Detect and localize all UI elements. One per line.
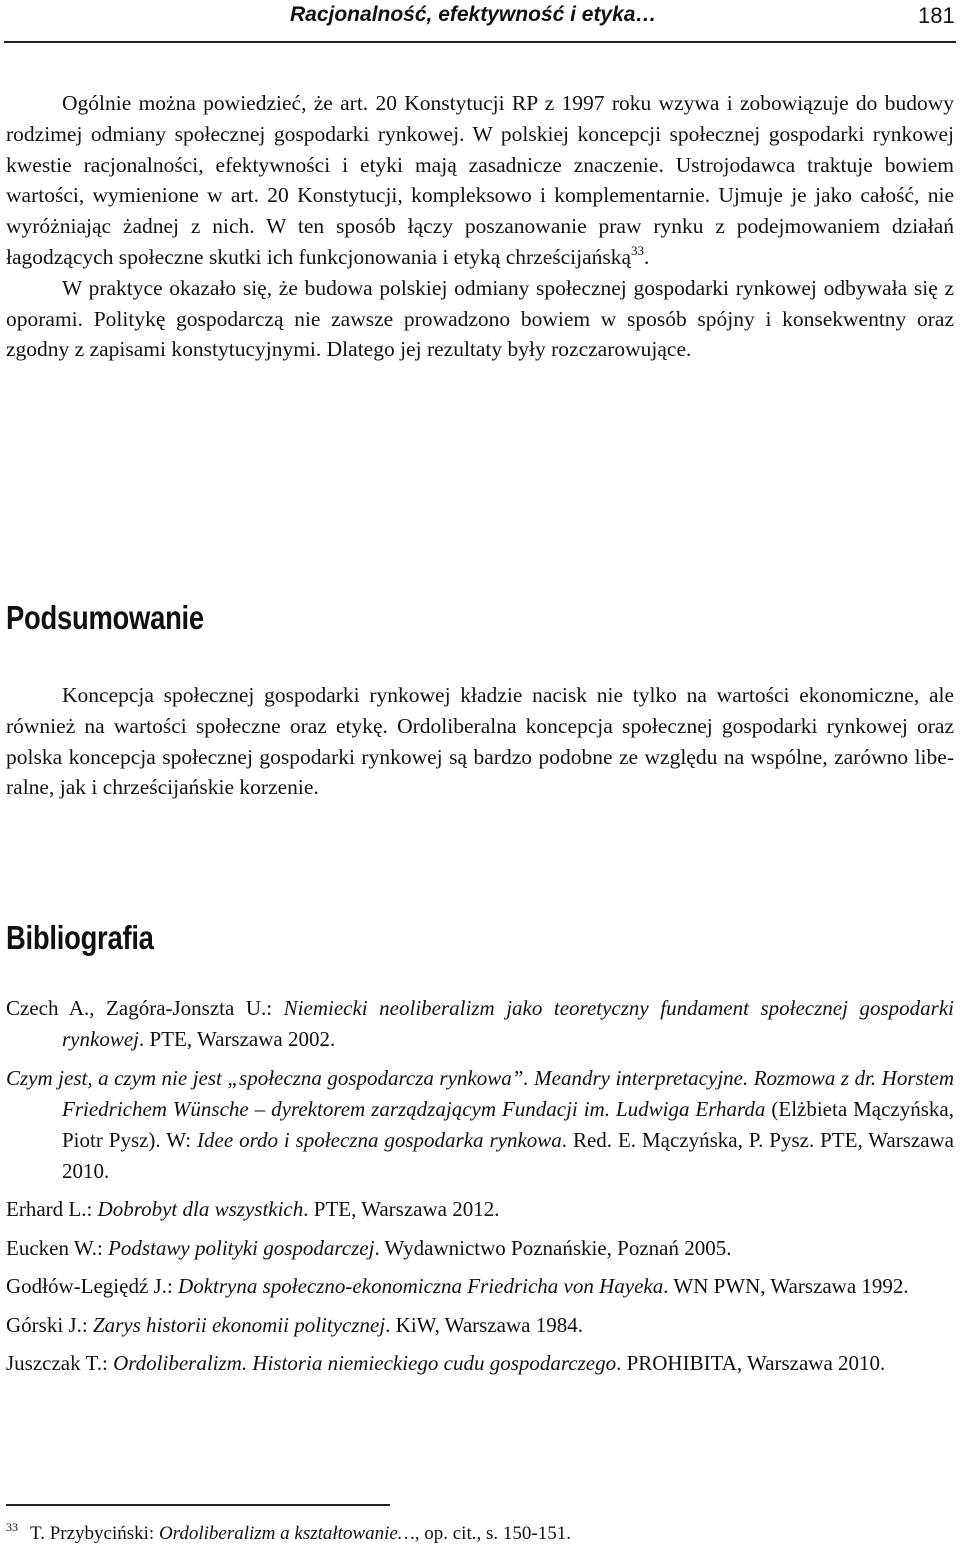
bibliography-list [6,993,954,1387]
bibliography-entry [6,993,954,1055]
bibliography-entry-rest: . PROHIBITA, Warszawa 2010. [616,1351,886,1375]
bibliography-entry-authors: Czech A., Zagóra-Jonszta U.: [6,996,284,1020]
body-text [6,88,954,365]
bibliography-entry-title: Czym jest, a czym nie jest „społeczna gospodarcza rynkowa”. Meandry interpretacyjne. Rozmowa z dr. Horstem Friedrichem Wünsche – dyrektorem zarządzającym Fundacji im. Ludwiga Erharda [6,1065,954,1121]
bibliography-entry-authors: Górski J.: [6,1312,93,1337]
bibliography-entry-title: Doktryna społeczno-ekonomiczna Friedricha von Hayeka [178,1274,664,1298]
bibliography-entry-rest: . Wydawnictwo Poznańskie, Poznań 2005. [374,1235,732,1260]
bibliography-entry [6,1063,954,1187]
footnote [6,1521,571,1547]
bibliography-entry-title: Dobrobyt dla wszystkich [97,1197,304,1221]
bibliography-entry [6,1194,954,1225]
bibliography-entry-title: Niemiecki neoliberalizm jako teoretyczny fundament społecznej gospodarki rynkowej [62,996,954,1051]
footnote-number: 33 [6,1520,18,1534]
body-paragraph-1-end: . [644,244,650,269]
running-title: Racjonalność, efektywność i etyka… [290,3,657,26]
footnote-rest: , op. cit., s. 150-151. [414,1523,571,1544]
summary-paragraph: Koncepcja społecznej gospodarki rynkowej kładzie nacisk nie tylko na wartości ekonomiczne, ale również na wartości społeczne oraz etykę. Ordoliberalna koncepcja społecznej gospodarki rynkowej oraz polska koncepcja społecznej gospodarki rynkowej są bardzo podobne ze względu na wspólne, zarówno liberalne, jak i chrześcijańskie korzenie. [6,683,954,800]
bibliography-entry-title: Zarys historii ekonomii politycznej [92,1312,386,1337]
bibliography-entry-title2: Idee ordo i społeczna gospodarka rynkowa [197,1127,562,1152]
bibliography-entry-authors: Eucken W.: [6,1235,109,1260]
page-number: 181 [918,3,955,28]
header-rule [4,41,956,43]
bibliography-entry-title: Podstawy polityki gospodarczej [108,1235,375,1260]
footnote-rule [6,1504,390,1506]
bibliography-entry-rest2: . Red. E. Mączyńska, P. Pysz. PTE, Warszawa 2010. [62,1127,955,1183]
bibliography-entry-authors: Erhard L.: [6,1197,98,1221]
page-header [0,0,960,46]
bibliography-entry-authors: Juszczak T.: [6,1351,114,1375]
bibliography-entry-rest: . PTE, Warszawa 2002. [138,1027,336,1051]
footnote-authors: T. Przybyciński: [30,1523,159,1544]
bibliography-entry-rest: . WN PWN, Warszawa 1992. [663,1274,909,1298]
footnote-ref[interactable]: 33 [631,242,645,258]
bibliography-entry [6,1310,954,1341]
bibliography-entry-title: Ordoliberalizm. Historia niemieckiego cudu gospodarczego [113,1351,617,1375]
bibliography-entry [6,1271,954,1302]
body-paragraph-1-text: Ogólnie można powiedzieć, że art. 20 Konstytucji RP z 1997 roku wzywa i zobowiązuje do budowy rodzimej odmiany społecznej gospodarki rynkowej. W polskiej koncepcji społecznej gospodarki rynkowej kwestie racjonalności, efektywności i etyki mają zasadnicze znaczenie. Ustrojodawca traktuje bowiem wartości, wymienione w art. 20 Konstytucji, kompleksowo i komplementarnie. Ujmuje je jako całość, nie wyróżniając żadnej z nich. W ten sposób łączy poszanowanie praw rynku z podejmowaniem działań łagodzących społeczne skutki ich funkcjonowania i etyką chrześcijańską [6,91,954,269]
section-heading-summary: Podsumowanie [6,599,204,636]
summary-text [6,680,954,803]
footnote-title: Ordoliberalizm a kształtowanie… [158,1523,415,1544]
bibliography-entry-rest: . KiW, Warszawa 1984. [385,1312,583,1337]
bibliography-entry-authors: Godłów-Legiędź J.: [6,1274,179,1298]
section-heading-bibliography: Bibliografia [6,919,154,956]
bibliography-entry-rest: (Elżbieta Mączyńska, Piotr Pysz). W: [62,1096,954,1152]
bibliography-entry-rest: . PTE, Warszawa 2012. [303,1197,500,1221]
bibliography-entry [6,1348,954,1379]
bibliography-entry [6,1233,954,1264]
body-paragraph-2: W praktyce okazało się, że budowa polskiej odmiany społecznej gospodarki rynkowej odbywała się z oporami. Politykę gospodarczą nie zawsze prowadzono bowiem w sposób spójny i konsekwentny oraz zgodny z zapisami konstytucyjnymi. Dlatego jej rezultaty były rozczarowujące. [6,275,954,362]
body-paragraph-1 [6,88,954,273]
